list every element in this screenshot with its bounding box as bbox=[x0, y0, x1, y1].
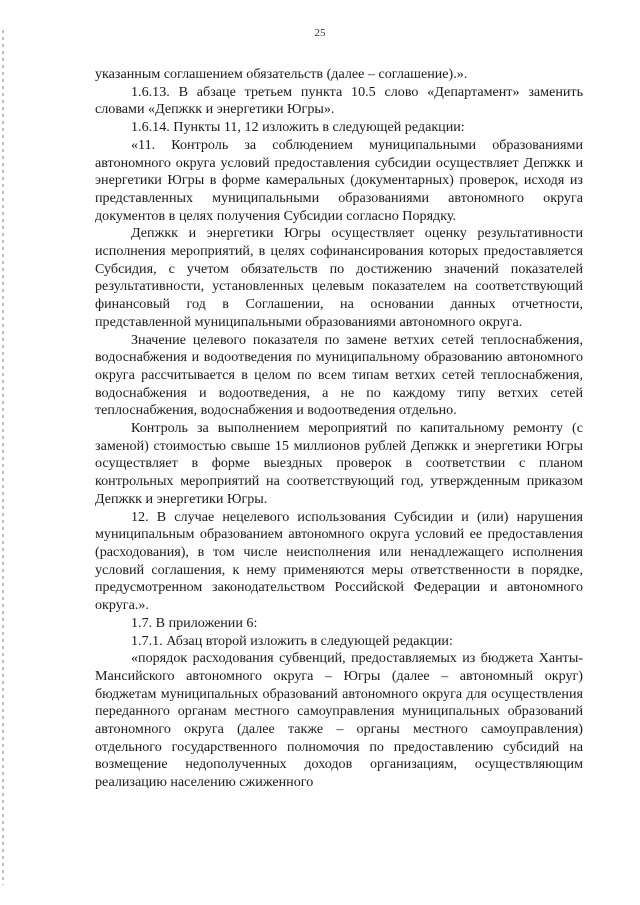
page-number: 25 bbox=[314, 27, 326, 39]
document-body bbox=[95, 66, 583, 792]
paragraph-1-6-13: 1.6.13. В абзаце третьем пункта 10.5 слово «Департамент» заменить словами «Депжкк и энергетики Югры». bbox=[95, 83, 583, 118]
scan-edge-shadow bbox=[2, 30, 4, 885]
paragraph-1-6-14: 1.6.14. Пункты 11, 12 изложить в следующей редакции: bbox=[131, 119, 465, 136]
paragraph-item-12: 12. В случае нецелевого использования Субсидии и (или) нарушения муниципальным образованием автономного округа условий ее предоставления (расходования), в том числе неисполнения или ненадлежащего исполнения условий соглашения, к нему применяются меры ответственности в порядке, предусмотренном законодательством Российской Федерации и автономного округа.». bbox=[95, 508, 583, 614]
paragraph-subvention-order: «порядок расходования субвенций, предоставляемых из бюджета Ханты-Мансийского автономного округа – Югры (далее – автономный округ) бюджетам муниципальных образований автономного округа для осуществления переданного органам местного самоуправления муниципальных образований автономного округа (далее также – органы местного самоуправления) отдельного государственного полномочия по предоставлению субсидий на возмещение недополученных доходов организациям, осуществляющим реализацию населению сжиженного bbox=[95, 650, 583, 791]
paragraph-1: указанным соглашением обязательств (далее – соглашение).». bbox=[95, 66, 468, 82]
paragraph-evaluation: Депжкк и энергетики Югры осуществляет оценку результативности исполнения мероприятий, в целях софинансирования которых предоставляется Субсидия, с учетом обязательств по достижению значений показателей результативности, установленных целевым показателем на соответствующий финансовый год в Соглашении, на основании данных отчетности, представленной муниципальными образованиями автономного округа. bbox=[95, 225, 583, 330]
paragraph-target-value: Значение целевого показателя по замене ветхих сетей теплоснабжения, водоснабжения и водоотведения по муниципальному образованию автономного округа рассчитывается в целом по всем типам ветхих сетей теплоснабжения, водоснабжения и водоотведения, а не по каждому типу ветхих сетей теплоснабжения, водоснабжения и водоотведения отдельно. bbox=[95, 331, 583, 419]
paragraph-1-7: 1.7. В приложении 6: bbox=[131, 614, 258, 631]
paragraph-item-11: «11. Контроль за соблюдением муниципальными образованиями автономного округа условий предоставления субсидии осуществляет Депжкк и энергетики Югры в форме камеральных (документарных) проверок, исходя из представленных муниципальными образованиями автономного округа документов в целях получения Субсидии согласно Порядку. bbox=[95, 136, 583, 224]
paragraph-1-7-1: 1.7.1. Абзац второй изложить в следующей редакции: bbox=[131, 632, 453, 649]
paragraph-capital-repair-control: Контроль за выполнением мероприятий по капитальному ремонту (с заменой) стоимостью свыше 15 миллионов рублей Депжкк и энергетики Югры осуществляет в форме выездных проверок в соответствии с планом контрольных мероприятий на соответствующий год, утвержденным приказом Депжкк и энергетики Югры. bbox=[95, 420, 583, 507]
